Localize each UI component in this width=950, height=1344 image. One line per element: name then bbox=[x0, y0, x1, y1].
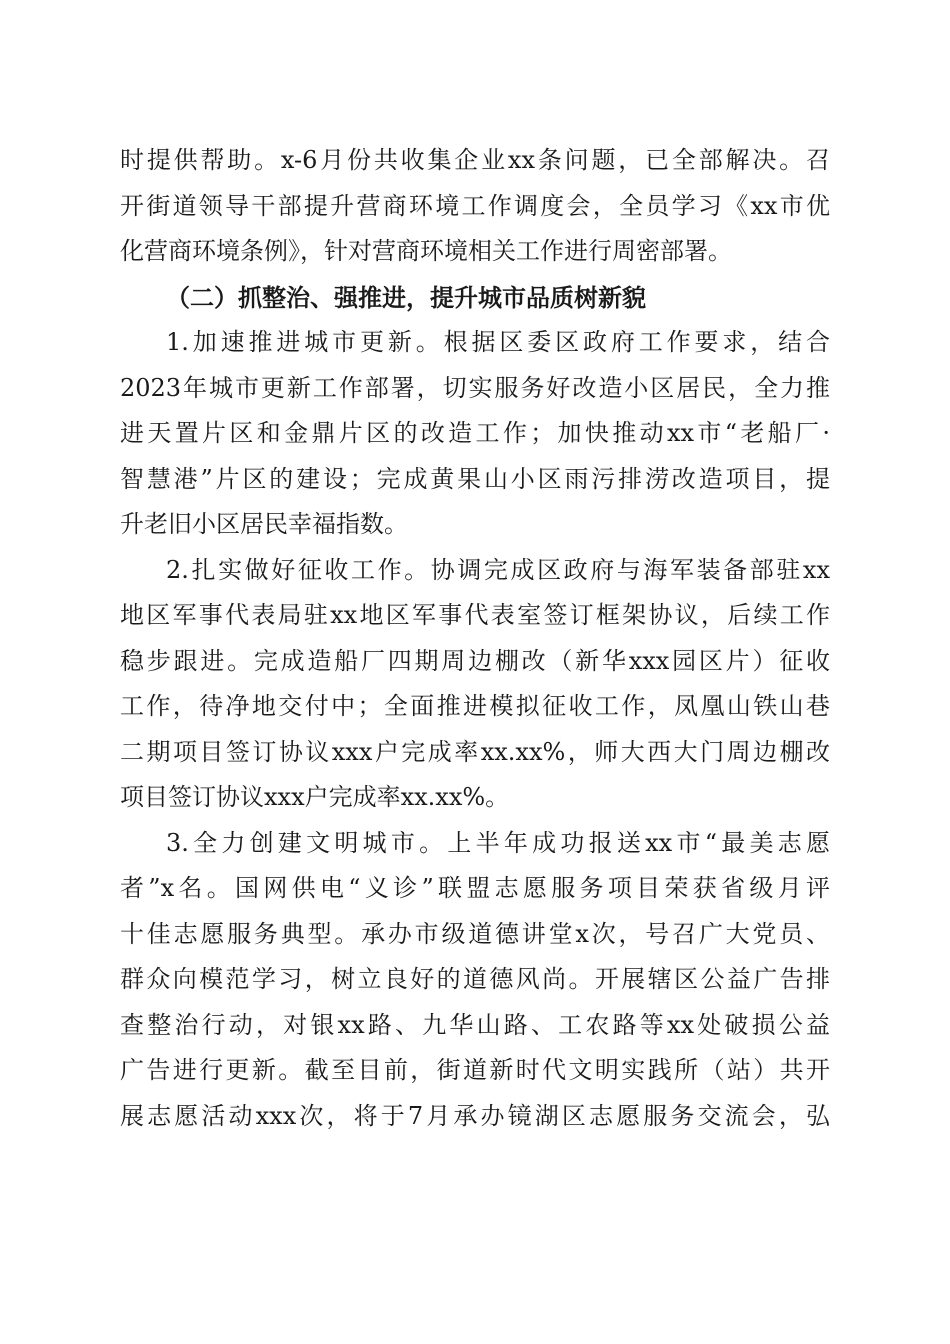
text-line: 智慧港”片区的建设；完成黄果山小区雨污排涝改造项目，提 bbox=[120, 464, 830, 493]
text-line: 者”x名。国网供电“义诊”联盟志愿服务项目荣获省级月评 bbox=[120, 874, 830, 902]
text-line: 1.加速推进城市更新。根据区委区政府工作要求，结合 bbox=[166, 328, 830, 356]
heading-line: （二）抓整治、强推进，提升城市品质树新貌 bbox=[166, 282, 646, 312]
text-line: 二期项目签订协议xxx户完成率xx.xx%，师大西大门周边棚改 bbox=[120, 737, 830, 766]
text-line: 开街道领导干部提升营商环境工作调度会，全员学习《xx市优 bbox=[120, 191, 830, 220]
paragraph-urban-renewal bbox=[120, 320, 830, 548]
paragraph-continuation bbox=[120, 138, 830, 275]
text-line: 进天置片区和金鼎片区的改造工作；加快推动xx市“老船厂· bbox=[120, 419, 830, 447]
paragraph-expropriation bbox=[120, 548, 830, 821]
document-body bbox=[120, 138, 830, 1139]
text-line: 工作，待净地交付中；全面推进模拟征收工作，凤凰山铁山巷 bbox=[120, 692, 830, 720]
text-line: 化营商环境条例》，针对营商环境相关工作进行周密部署。 bbox=[120, 237, 732, 265]
text-line: 查整治行动，对银xx路、九华山路、工农路等xx处破损公益 bbox=[120, 1010, 830, 1039]
text-line: 稳步跟进。完成造船厂四期周边棚改（新华xxx园区片）征收 bbox=[120, 646, 830, 675]
text-line: 十佳志愿服务典型。承办市级道德讲堂x次，号召广大党员、 bbox=[120, 919, 830, 948]
text-line: 2023年城市更新工作部署，切实服务好改造小区居民，全力推 bbox=[120, 373, 830, 402]
paragraph-civilized-city bbox=[120, 821, 830, 1140]
text-line: 3.全力创建文明城市。上半年成功报送xx市“最美志愿 bbox=[166, 828, 830, 857]
text-line: 广告进行更新。截至目前，街道新时代文明实践所（站）共开 bbox=[120, 1056, 830, 1084]
text-line: 2.扎实做好征收工作。协调完成区政府与海军装备部驻xx bbox=[166, 555, 830, 584]
section-heading bbox=[120, 275, 830, 321]
text-line: 地区军事代表局驻xx地区军事代表室签订框架协议，后续工作 bbox=[120, 601, 830, 629]
text-line: 时提供帮助。x-6月份共收集企业xx条问题，已全部解决。召 bbox=[120, 146, 830, 174]
text-line: 项目签订协议xxx户完成率xx.xx%。 bbox=[120, 783, 510, 811]
text-line: 展志愿活动xxx次，将于7月承办镜湖区志愿服务交流会，弘 bbox=[120, 1101, 830, 1130]
text-line: 升老旧小区居民幸福指数。 bbox=[120, 510, 408, 538]
text-line: 群众向模范学习，树立良好的道德风尚。开展辖区公益广告排 bbox=[120, 965, 830, 993]
